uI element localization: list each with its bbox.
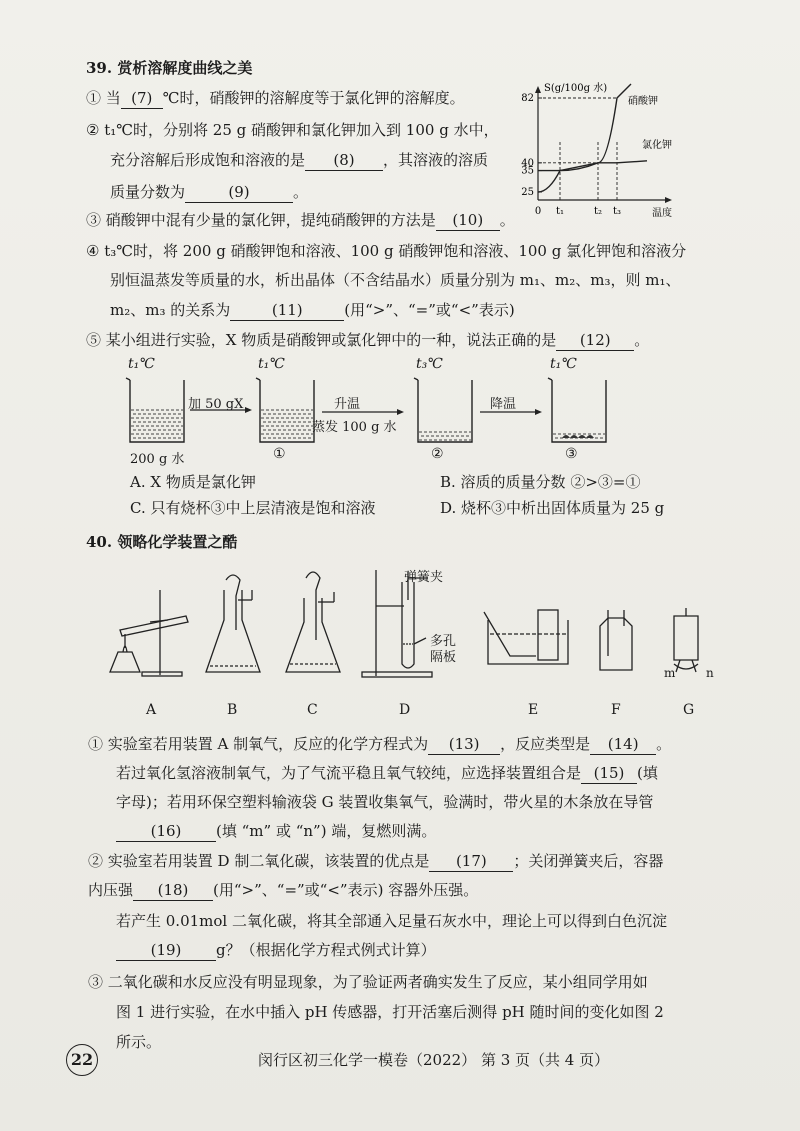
chart-ylabel: S(g/100g 水): [544, 83, 608, 94]
beaker-num-2: ②: [431, 446, 444, 462]
blank-17[interactable]: (17): [429, 851, 513, 872]
option-b[interactable]: B. 溶质的质量分数 ②>③=①: [440, 473, 641, 491]
q40-item1-line1: ① 实验室若用装置 A 制氧气，反应的化学方程式为 (13) ，反应类型是 (14) 。: [88, 735, 672, 753]
q39-item4-line1: ④ t₃℃时，将 200 g 硝酸钾饱和溶液、100 g 硝酸钾饱和溶液、100 g 氯化钾饱和溶液分: [86, 242, 687, 260]
x-tick-label-1: t₁: [555, 206, 565, 217]
q39-item4-line2: 别恒温蒸发等质量的水，析出晶体（不含结晶水）质量分别为 m₁、m₂、m₃，则 m₁、: [110, 271, 681, 289]
apparatus-label-b: B: [227, 702, 238, 718]
y-tick-label-0: 25: [521, 187, 534, 198]
option-c[interactable]: C. 只有烧杯③中上层清液是饱和溶液: [130, 499, 376, 517]
q39-item4-line3: m₂、m₃ 的关系为 (11) (用“>”、“=”或“<”表示): [110, 301, 515, 319]
apparatus-g-icon: [674, 608, 698, 672]
blank-7[interactable]: (7): [121, 88, 163, 109]
x-tick-label-2: t₂: [593, 206, 603, 217]
y-tick-label-1: 35: [521, 165, 534, 177]
q40-item2-line3: 若产生 0.01mol 二氧化碳，将其全部通入足量石灰水中，理论上可以得到白色沉淀: [116, 912, 667, 930]
x-tick-label-0: 0: [534, 206, 542, 217]
blank-15[interactable]: (15): [581, 763, 637, 784]
temp-label-3: t₃℃: [416, 356, 443, 372]
arrow-label-cool: 降温: [490, 397, 517, 412]
apparatus-b-icon: [206, 575, 260, 672]
blank-10[interactable]: (10): [436, 210, 500, 231]
apparatus-label-d: D: [399, 702, 411, 718]
q39-title: 39. 赏析溶解度曲线之美: [86, 59, 253, 77]
blank-18[interactable]: (18): [133, 880, 213, 901]
q40-item2-line1: ② 实验室若用装置 D 制二氧化碳，该装置的优点是 (17) ；关闭弹簧夹后，容器: [88, 852, 664, 870]
blank-11[interactable]: (11): [230, 300, 344, 321]
solubility-chart: [510, 78, 700, 218]
y-tick-label-3: 82: [521, 93, 534, 104]
beaker-2-icon: [414, 378, 472, 442]
port-n-label: n: [706, 666, 714, 680]
spring-clip-label: 弹簧夹: [404, 570, 444, 585]
apparatus-label-e: E: [528, 702, 539, 718]
blank-14[interactable]: (14): [590, 734, 656, 755]
apparatus-label-g: G: [683, 702, 695, 718]
apparatus-e-icon: [484, 610, 568, 664]
series-label-1: 氯化钾: [642, 140, 672, 151]
y-tick-label-2: 40: [521, 157, 534, 169]
q40-item1-line2: 若过氧化氢溶液制氧气，为了气流平稳且氧气较纯，应选择装置组合是 (15) (填: [116, 764, 658, 782]
q40-item2-line4: (19) g？（根据化学方程式例式计算）: [116, 940, 436, 961]
apparatus-c-icon: [286, 572, 340, 672]
apparatus-a-icon: [110, 590, 188, 676]
blank-8[interactable]: (8): [305, 150, 383, 171]
blank-12[interactable]: (12): [556, 330, 634, 351]
apparatus-f-icon: [600, 610, 632, 670]
q40-item3-line1: ③ 二氧化碳和水反应没有明显现象，为了验证两者确实发生了反应，某小组同学用如: [88, 973, 648, 991]
temp-label-4: t₁℃: [550, 356, 577, 372]
q40-title: 40. 领略化学装置之酷: [86, 533, 238, 551]
beaker-num-1: ①: [273, 446, 286, 462]
blank-9[interactable]: (9): [185, 182, 293, 203]
apparatus-label-a: A: [146, 702, 157, 718]
apparatus-d-icon: [362, 570, 432, 677]
series-line-1: [538, 161, 647, 171]
page-circle-badge: 22: [66, 1044, 98, 1076]
apparatus-label-c: C: [307, 702, 318, 718]
blank-13[interactable]: (13): [428, 734, 500, 755]
beaker-num-3: ③: [565, 446, 578, 462]
q39-item5: ⑤ 某小组进行实验，X 物质是硝酸钾或氯化钾中的一种，说法正确的是 (12) 。: [86, 331, 650, 349]
beaker-water-label: 200 g 水: [130, 452, 185, 467]
footer-text: 闵行区初三化学一模卷（2022） 第 3 页（共 4 页）: [258, 1051, 610, 1069]
option-a[interactable]: A. X 物质是氯化钾: [130, 473, 256, 491]
x-tick-label-3: t₃: [612, 206, 622, 217]
q39-item1: ① 当 (7) ℃时，硝酸钾的溶解度等于氯化钾的溶解度。: [86, 89, 465, 107]
port-m-label: m: [664, 666, 676, 680]
porous-plate-label-2: 隔板: [430, 650, 457, 665]
q40-item3-line2: 图 1 进行实验，在水中插入 pH 传感器，打开活塞后测得 pH 随时间的变化如图 2: [116, 1003, 664, 1021]
blank-19[interactable]: (19): [116, 940, 216, 961]
q40-item1-line4: (16) (填 “m” 或 “n”) 端，复燃则满。: [116, 821, 436, 842]
apparatus-label-f: F: [611, 702, 621, 718]
beaker-initial-icon: [126, 378, 184, 442]
q40-item2-line2: 内压强 (18) (用“>”、“=”或“<”表示) 容器外压强。: [88, 881, 479, 899]
q39-item2-line1: ② t₁℃时，分别将 25 g 硝酸钾和氯化钾加入到 100 g 水中，: [86, 121, 499, 139]
arrow-label-add: 加 50 gX: [188, 397, 244, 412]
q39-item2-line2: 充分溶解后形成饱和溶液的是 (8) ，其溶液的溶质: [110, 151, 489, 169]
q40-item3-line3: 所示。: [116, 1033, 162, 1051]
q40-item1-line3: 字母)；若用环保空塑料输液袋 G 装置收集氧气，验满时，带火星的木条放在导管: [116, 793, 654, 811]
porous-plate-label-1: 多孔: [430, 634, 457, 649]
q39-item3: ③ 硝酸钾中混有少量的氯化钾，提纯硝酸钾的方法是 (10) 。: [86, 211, 515, 229]
beaker-1-icon: [256, 378, 314, 442]
beaker-3-icon: [548, 378, 606, 442]
arrow-label-evaporate: 蒸发 100 g 水: [312, 420, 397, 435]
q39-item2-line3: 质量分数为 (9) 。: [110, 183, 309, 201]
blank-16[interactable]: (16): [116, 821, 216, 842]
option-d[interactable]: D. 烧杯③中析出固体质量为 25 g: [440, 499, 665, 517]
temp-label-2: t₁℃: [258, 356, 285, 372]
chart-xlabel: 温度: [652, 208, 672, 218]
series-label-0: 硝酸钾: [628, 96, 658, 107]
temp-label-1: t₁℃: [128, 356, 155, 372]
series-line-0: [538, 84, 631, 192]
arrow-label-heat: 升温: [334, 397, 361, 412]
